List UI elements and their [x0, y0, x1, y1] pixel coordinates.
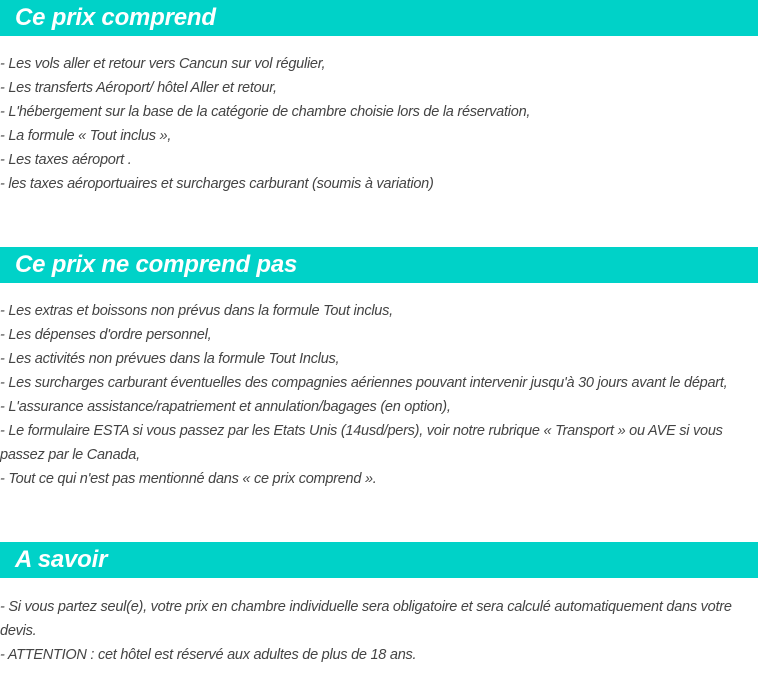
list-item: - ATTENTION : cet hôtel est réservé aux adultes de plus de 18 ans.: [0, 647, 417, 663]
included-items-list: [0, 52, 758, 196]
list-item: - Les vols aller et retour vers Cancun sur vol régulier,: [0, 56, 326, 72]
list-item: - Si vous partez seul(e), votre prix en chambre individuelle sera obligatoire et sera calculé automatiquement dans votre devis.: [0, 599, 732, 639]
section-heading: Ce prix ne comprend pas: [0, 247, 758, 283]
list-item: - L'assurance assistance/rapatriement et annulation/bagages (en option),: [0, 399, 451, 415]
list-item: - Tout ce qui n'est pas mentionné dans « ce prix comprend ».: [0, 471, 377, 487]
list-item: - Les dépenses d'ordre personnel,: [0, 327, 212, 343]
section-heading: A savoir: [0, 542, 758, 578]
list-item: - L'hébergement sur la base de la catégorie de chambre choisie lors de la réservation,: [0, 104, 531, 120]
list-item: - La formule « Tout inclus »,: [0, 128, 172, 144]
list-item: - Les activités non prévues dans la formule Tout Inclus,: [0, 351, 340, 367]
section-price-includes: [0, 0, 758, 196]
excluded-items-list: [0, 299, 758, 491]
list-item: - les taxes aéroportuaires et surcharges carburant (soumis à variation): [0, 176, 434, 192]
list-item: - Le formulaire ESTA si vous passez par les Etats Unis (14usd/pers), voir notre rubrique « Transport » ou AVE si vous passez par le Canada,: [0, 423, 723, 463]
list-item: - Les taxes aéroport .: [0, 152, 132, 168]
section-good-to-know: [0, 542, 758, 667]
section-price-excludes: [0, 247, 758, 491]
list-item: - Les transferts Aéroport/ hôtel Aller et retour,: [0, 80, 277, 96]
section-heading: Ce prix comprend: [0, 0, 758, 36]
list-item: - Les extras et boissons non prévus dans la formule Tout inclus,: [0, 303, 393, 319]
list-item: - Les surcharges carburant éventuelles des compagnies aériennes pouvant intervenir jusqu'à 30 jours avant le départ,: [0, 375, 728, 391]
notes-list: [0, 595, 758, 667]
